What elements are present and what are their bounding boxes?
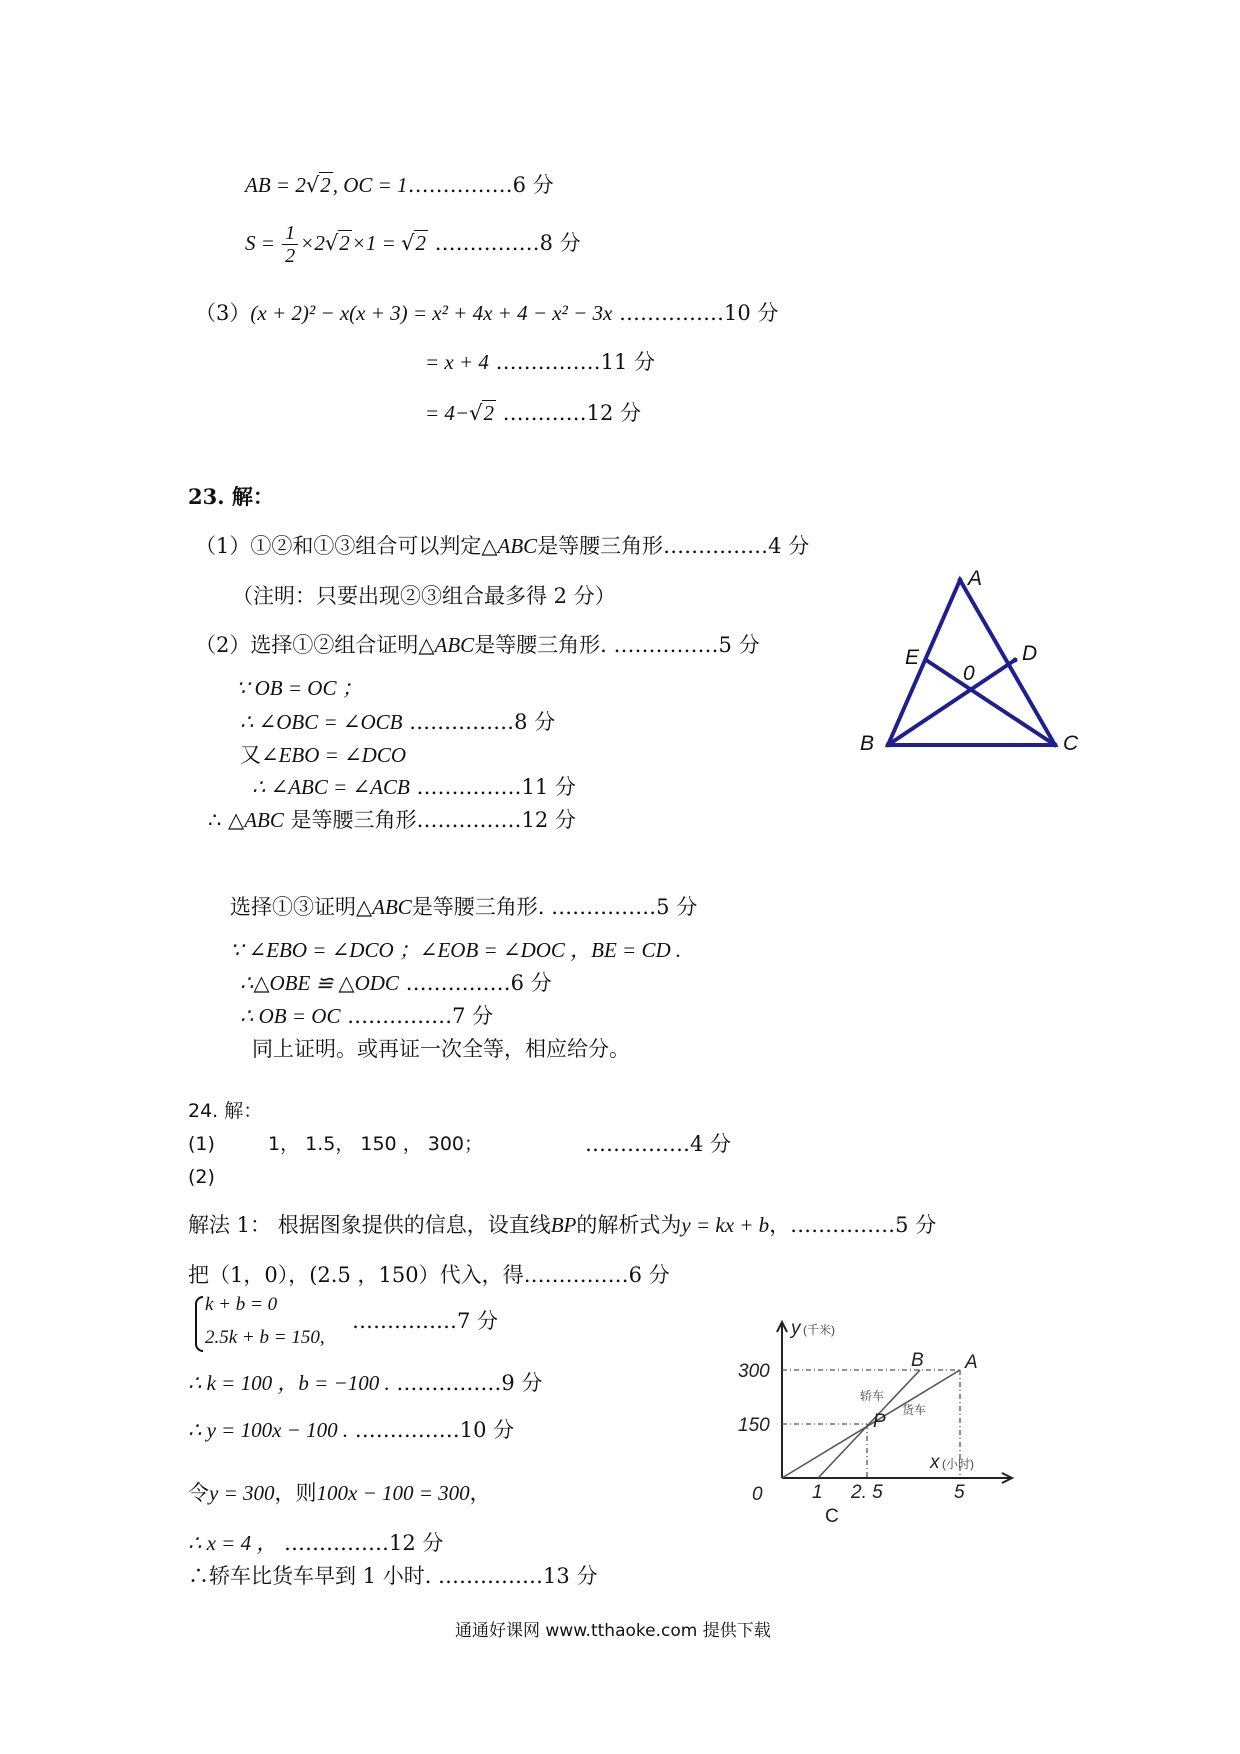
q24-part2-label: (2) (188, 1166, 215, 1188)
origin-label: 0 (752, 1484, 763, 1505)
vertex-e-label: E (905, 646, 920, 669)
point-a-label: A (965, 1352, 978, 1373)
q23-step5: ∴ △ABC 是等腰三角形……………12 分 (208, 808, 576, 832)
vertex-b-label: B (860, 732, 875, 755)
vertex-d-label: D (1022, 642, 1038, 665)
answer-line-ab: AB = 2√2, OC = 1……………6 分 (245, 173, 554, 197)
system-eq2: 2.5k + b = 150, (205, 1327, 325, 1348)
answer-line-part3: （3）(x + 2)² − x(x + 3) = x² + 4x + 4 − x² − 3x ……………10 分 (195, 301, 779, 325)
answer-line-area: S = $\frac{1}{2}$ ×2√2×1 = √2 ……………8 分 (245, 222, 581, 267)
q24-method1: 解法 1： 根据图象提供的信息，设直线BP的解析式为y = kx + b，……………5 分 (188, 1213, 937, 1237)
tick-300-label: 300 (738, 1361, 770, 1382)
q23-step1: ∵ OB = OC ； (236, 676, 363, 700)
q24-conclusion: ∴轿车比货车早到 1 小时. ……………13 分 (188, 1564, 598, 1588)
q23-step4: ∴ ∠ABC = ∠ACB ……………11 分 (252, 775, 576, 799)
truck-line-label: 货车 (902, 1403, 927, 1417)
question-24-heading: 24. 解： (188, 1100, 263, 1122)
tick-2.5-label: 2. 5 (851, 1482, 883, 1503)
point-c-label: C (825, 1506, 839, 1527)
system-brace (195, 1296, 203, 1352)
q23-alt-step1: ∵ ∠EBO = ∠DCO ；∠EOB = ∠DOC ，BE = CD . (230, 938, 682, 962)
fraction-half: $\frac{1}{2}$ (282, 222, 298, 267)
q24-x-value: ∴ x = 4 ， ……………12 分 (188, 1531, 444, 1555)
x-axis-unit: (小时) (942, 1457, 974, 1471)
distance-time-graph (730, 1310, 1050, 1535)
q24-part1-values: 1， 1.5， 150 ， 300； (268, 1133, 483, 1155)
y-axis-unit: (千米) (803, 1323, 835, 1337)
q23-step3: 又∠EBO = ∠DCO (240, 743, 407, 767)
q23-step2: ∴ ∠OBC = ∠OCB ……………8 分 (240, 710, 556, 734)
tick-5-label: 5 (954, 1482, 965, 1503)
system-score: ……………7 分 (352, 1309, 499, 1333)
vertex-a-label: A (968, 567, 983, 590)
answer-line-value: = 4−√2 …………12 分 (425, 401, 642, 425)
answer-line-simplify: = x + 4 ……………11 分 (425, 350, 655, 374)
q24-part1-label: (1) (188, 1133, 215, 1155)
q23-alt-step2: ∴△OBE ≌ △ODC ……………6 分 (240, 971, 552, 995)
tick-150-label: 150 (738, 1415, 770, 1436)
y-axis-label: y (791, 1318, 801, 1339)
point-b-label: B (911, 1350, 924, 1371)
car-line-label: 轿车 (860, 1389, 885, 1403)
q24-substitute: 把（1，0），(2.5 ，150）代入，得……………6 分 (188, 1263, 670, 1287)
system-eq1: k + b = 0 (205, 1294, 278, 1315)
point-p-label: P (873, 1411, 886, 1432)
triangle-figure (850, 560, 1110, 780)
vertex-c-label: C (1063, 732, 1079, 755)
q24-line-equation: ∴ y = 100x − 100 . ……………10 分 (188, 1418, 515, 1442)
q24-part1-score: ……………4 分 (585, 1132, 732, 1156)
q24-set-y: 令y = 300，则100x − 100 = 300， (188, 1481, 491, 1505)
q23-note: （注明：只要出现②③组合最多得 2 分） (232, 584, 616, 608)
vertex-o-label: 0 (963, 662, 975, 685)
q23-alt-step4: 同上证明。或再证一次全等，相应给分。 (252, 1037, 630, 1061)
q23-part2: （2）选择①②组合证明△ABC是等腰三角形. ……………5 分 (195, 633, 760, 657)
question-23-heading: 23. 解： (188, 484, 274, 509)
x-axis-label: x (930, 1452, 940, 1473)
q23-part1: （1）①②和①③组合可以判定△ABC是等腰三角形……………4 分 (195, 534, 810, 558)
page-footer: 通通好课网 www.tthaoke.com 提供下载 (455, 1621, 771, 1641)
q24-kb: ∴ k = 100 ，b = −100 . ……………9 分 (188, 1371, 543, 1395)
tick-1-label: 1 (812, 1482, 823, 1503)
q23-alt-method: 选择①③证明△ABC是等腰三角形. ……………5 分 (230, 895, 698, 919)
q23-alt-step3: ∴ OB = OC ……………7 分 (240, 1004, 494, 1028)
